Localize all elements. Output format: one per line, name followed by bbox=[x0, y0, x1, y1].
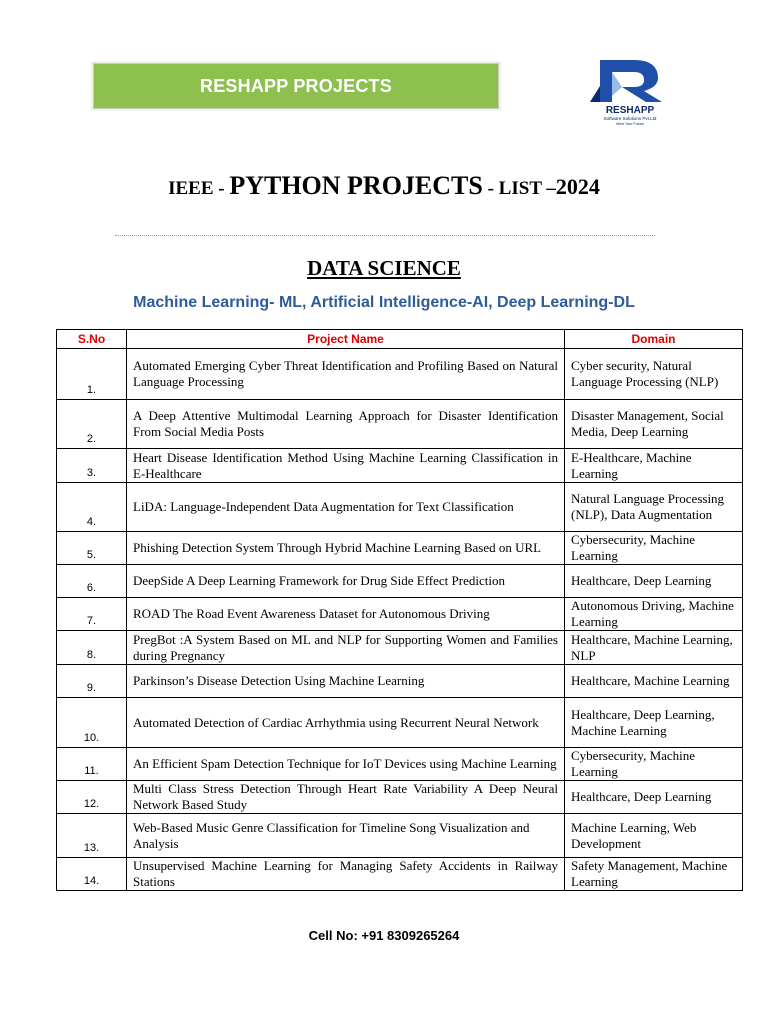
table-row bbox=[57, 598, 743, 631]
table-row bbox=[57, 565, 743, 598]
row-sno: 9. bbox=[57, 665, 127, 698]
row-domain: Cybersecurity, Machine Learning bbox=[565, 748, 743, 781]
title-main: PYTHON PROJECTS bbox=[229, 171, 483, 200]
projects-table bbox=[56, 329, 743, 891]
row-sno: 12. bbox=[57, 781, 127, 814]
table-row bbox=[57, 665, 743, 698]
table-row bbox=[57, 748, 743, 781]
row-project-name: Unsupervised Machine Learning for Managing Safety Accidents in Railway Stations bbox=[127, 858, 565, 891]
table-row bbox=[57, 858, 743, 891]
brand-banner-label: RESHAPP PROJECTS bbox=[200, 75, 392, 96]
row-project-name: LiDA: Language-Independent Data Augmentation for Text Classification bbox=[127, 483, 565, 532]
row-sno: 3. bbox=[57, 449, 127, 483]
row-domain: E-Healthcare, Machine Learning bbox=[565, 449, 743, 483]
row-sno: 8. bbox=[57, 631, 127, 665]
row-project-name: Heart Disease Identification Method Using Machine Learning Classification in E-Healthcare bbox=[127, 449, 565, 483]
section-subheading: Machine Learning- ML, Artificial Intelligence-AI, Deep Learning-DL bbox=[133, 294, 635, 311]
table-row bbox=[57, 698, 743, 748]
table-header-row bbox=[57, 330, 743, 349]
table-row bbox=[57, 449, 743, 483]
title-year: 2024 bbox=[555, 174, 600, 199]
table-row bbox=[57, 349, 743, 400]
row-project-name: Multi Class Stress Detection Through Heart Rate Variability A Deep Neural Network Based Study bbox=[127, 781, 565, 814]
table-row bbox=[57, 814, 743, 858]
row-domain: Cyber security, Natural Language Processing (NLP) bbox=[565, 349, 743, 400]
row-sno: 10. bbox=[57, 698, 127, 748]
row-sno: 2. bbox=[57, 400, 127, 449]
row-domain: Healthcare, Machine Learning, NLP bbox=[565, 631, 743, 665]
row-domain: Machine Learning, Web Development bbox=[565, 814, 743, 858]
page-title bbox=[0, 171, 768, 201]
row-domain: Healthcare, Deep Learning, Machine Learning bbox=[565, 698, 743, 748]
table-row bbox=[57, 400, 743, 449]
row-sno: 13. bbox=[57, 814, 127, 858]
row-sno: 4. bbox=[57, 483, 127, 532]
row-sno: 14. bbox=[57, 858, 127, 891]
header-domain: Domain bbox=[565, 330, 743, 349]
row-sno: 6. bbox=[57, 565, 127, 598]
title-prefix: IEEE - bbox=[168, 178, 230, 199]
brand-banner bbox=[93, 63, 499, 109]
row-project-name: Automated Detection of Cardiac Arrhythmia using Recurrent Neural Network bbox=[127, 698, 565, 748]
row-project-name: DeepSide A Deep Learning Framework for Drug Side Effect Prediction bbox=[127, 565, 565, 598]
row-project-name: ROAD The Road Event Awareness Dataset for Autonomous Driving bbox=[127, 598, 565, 631]
row-project-name: Phishing Detection System Through Hybrid Machine Learning Based on URL bbox=[127, 532, 565, 565]
row-project-name: Automated Emerging Cyber Threat Identification and Profiling Based on Natural Language Processing bbox=[127, 349, 565, 400]
reshapp-logo bbox=[582, 56, 678, 126]
table-row bbox=[57, 532, 743, 565]
table-row bbox=[57, 483, 743, 532]
row-sno: 1. bbox=[57, 349, 127, 400]
row-domain: Autonomous Driving, Machine Learning bbox=[565, 598, 743, 631]
row-domain: Disaster Management, Social Media, Deep Learning bbox=[565, 400, 743, 449]
row-domain: Safety Management, Machine Learning bbox=[565, 858, 743, 891]
row-domain: Healthcare, Machine Learning bbox=[565, 665, 743, 698]
svg-text:Meet Your Future: Meet Your Future bbox=[616, 122, 644, 126]
svg-text:Software Solutions Pvt.Ltd: Software Solutions Pvt.Ltd bbox=[603, 116, 657, 121]
row-domain: Natural Language Processing (NLP), Data Augmentation bbox=[565, 483, 743, 532]
row-sno: 5. bbox=[57, 532, 127, 565]
row-domain: Healthcare, Deep Learning bbox=[565, 781, 743, 814]
svg-text:RESHAPP: RESHAPP bbox=[605, 105, 655, 116]
table-row bbox=[57, 631, 743, 665]
row-project-name: Web-Based Music Genre Classification for Timeline Song Visualization and Analysis bbox=[127, 814, 565, 858]
header-sno: S.No bbox=[57, 330, 127, 349]
row-project-name: Parkinson’s Disease Detection Using Machine Learning bbox=[127, 665, 565, 698]
row-project-name: An Efficient Spam Detection Technique for IoT Devices using Machine Learning bbox=[127, 748, 565, 781]
row-domain: Healthcare, Deep Learning bbox=[565, 565, 743, 598]
divider bbox=[115, 235, 655, 236]
table-row bbox=[57, 781, 743, 814]
contact-phone: Cell No: +91 8309265264 bbox=[308, 928, 460, 943]
row-domain: Cybersecurity, Machine Learning bbox=[565, 532, 743, 565]
row-project-name: A Deep Attentive Multimodal Learning Approach for Disaster Identification From Social Media Posts bbox=[127, 400, 565, 449]
header-project-name: Project Name bbox=[127, 330, 565, 349]
title-suffix: - LIST – bbox=[482, 178, 556, 199]
row-project-name: PregBot :A System Based on ML and NLP for Supporting Women and Families during Pregnancy bbox=[127, 631, 565, 665]
row-sno: 7. bbox=[57, 598, 127, 631]
row-sno: 11. bbox=[57, 748, 127, 781]
section-heading: DATA SCIENCE bbox=[307, 256, 461, 280]
